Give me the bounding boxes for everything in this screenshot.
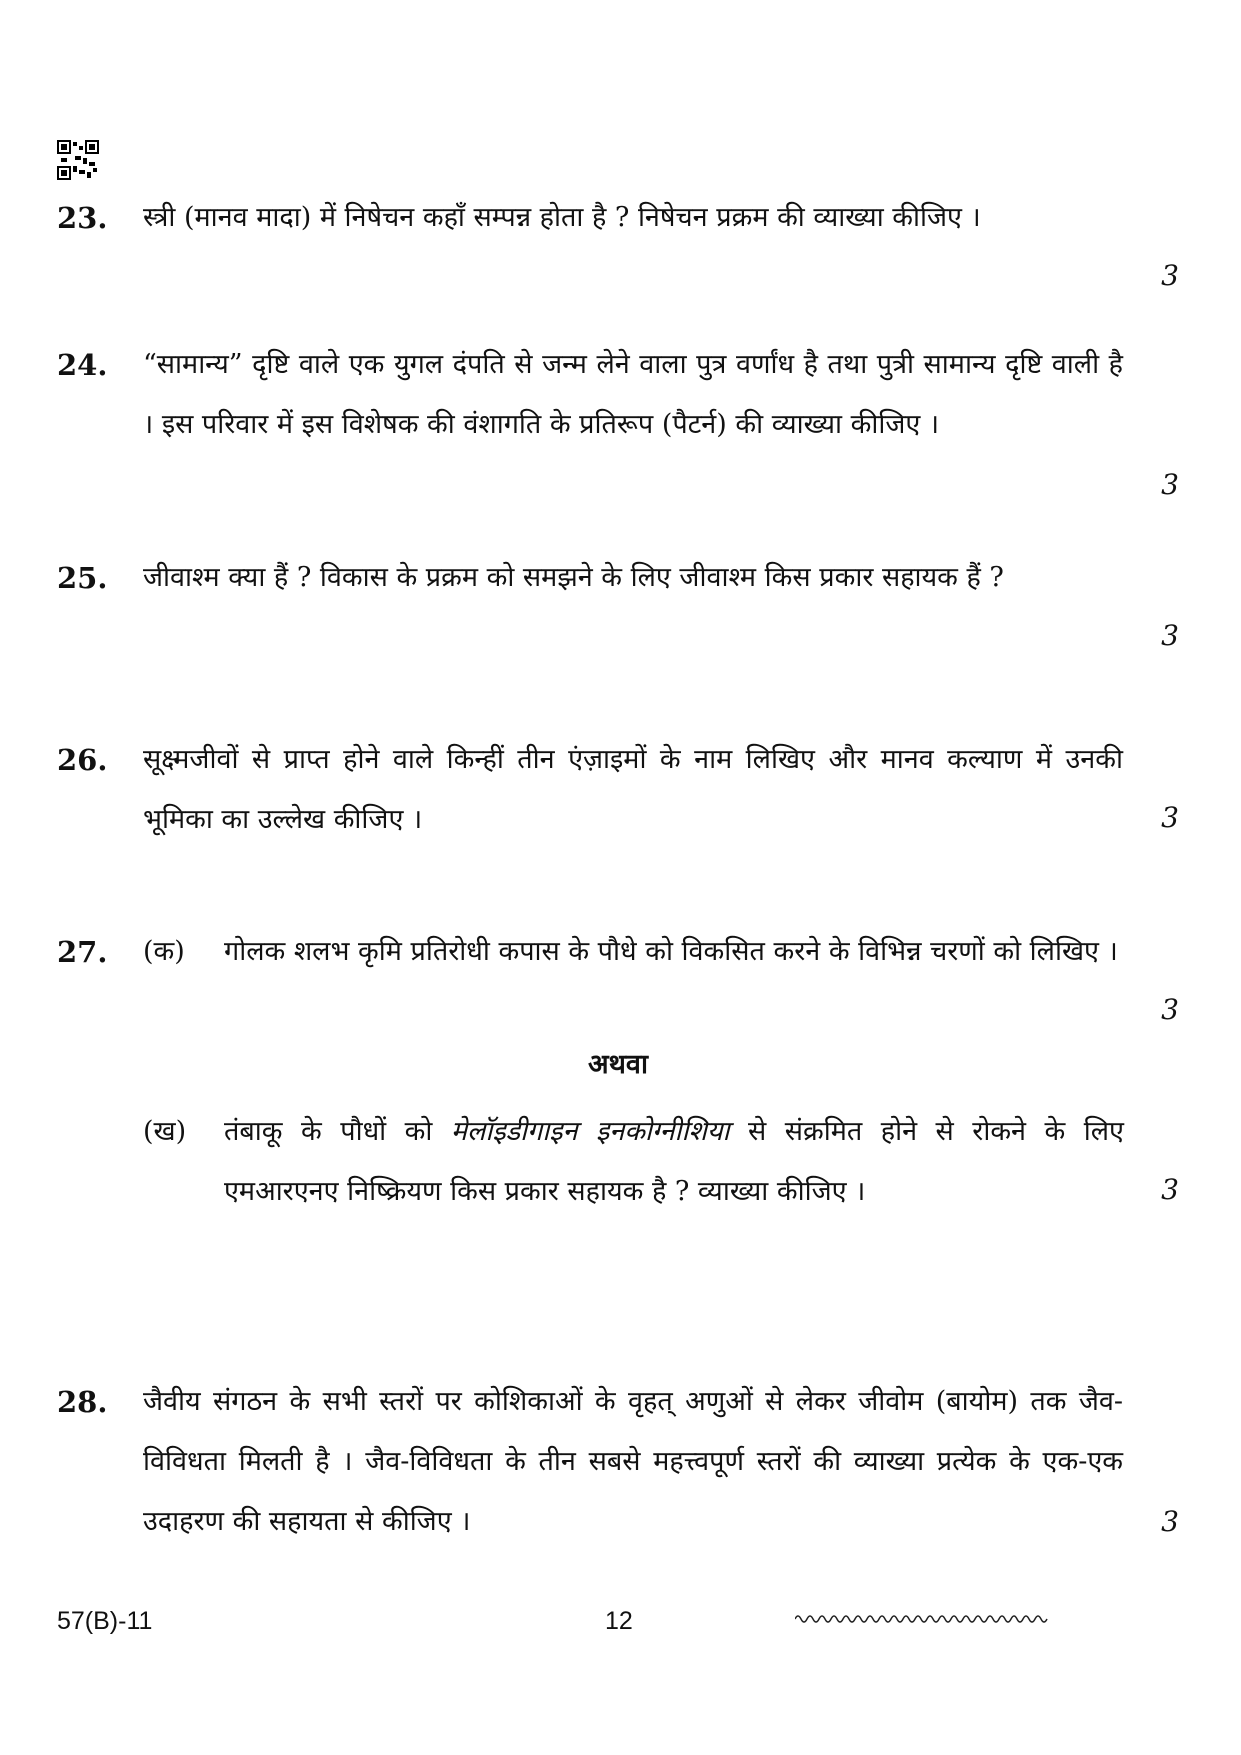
question-text: जैवीय संगठन के सभी स्तरों पर कोशिकाओं के वृहत् अणुओं से लेकर जीवोम (बायोम) तक जैव-विविधता मिलती है । जैव-विविधता के तीन सबसे महत्त्वपूर्ण स्तरों की व्याख्या प्रत्येक के एक-एक उदाहरण की सहायता से कीजिए । <box>143 1386 1123 1537</box>
marks: 3 <box>1161 468 1179 501</box>
marks: 3 <box>1161 993 1179 1026</box>
question-26 <box>57 730 1179 850</box>
question-text: सूक्ष्मजीवों से प्राप्त होने वाले किन्हीं तीन एंज़ाइमों के नाम लिखिए और मानव कल्याण में उनकी भूमिका का उल्लेख कीजिए । <box>143 744 1123 835</box>
marks: 3 <box>1161 619 1179 652</box>
question-text: “सामान्य” दृष्टि वाले एक युगल दंपति से जन्म लेने वाला पुत्र वर्णांध है तथा पुत्री सामान्य दृष्टि वाली है । इस परिवार में इस विशेषक की वंशागति के प्रतिरूप (पैटर्न) की व्याख्या कीजिए । <box>143 349 1123 440</box>
part-a-text: गोलक शलभ कृमि प्रतिरोधी कपास के पौधे को विकसित करने के विभिन्न चरणों को लिखिए । <box>224 936 1118 967</box>
question-number: 25. <box>57 561 108 595</box>
part-a-label: (क) <box>143 936 185 967</box>
or-separator: अथवा <box>588 1049 648 1080</box>
qr-code <box>57 140 99 180</box>
marks: 3 <box>1161 801 1179 834</box>
question-number: 26. <box>57 743 108 777</box>
part-b-text <box>224 1102 1124 1222</box>
marks: 3 <box>1161 1173 1179 1206</box>
question-text: जीवाश्म क्या हैं ? विकास के प्रक्रम को समझने के लिए जीवाश्म किस प्रकार सहायक हैं ? <box>143 562 1004 593</box>
paper-code: 57(B)-11 <box>57 1607 153 1635</box>
part-b-text-after: से संक्रमित होने से रोकने के लिए एमआरएनए निष्क्रियण किस प्रकार सहायक है ? व्याख्या कीजिए । <box>224 1116 1124 1207</box>
marks: 3 <box>1161 1505 1179 1538</box>
question-23 <box>57 188 1179 308</box>
part-b-label: (ख) <box>143 1116 187 1147</box>
question-number: 24. <box>57 348 108 382</box>
question-number: 28. <box>57 1385 108 1419</box>
question-text: स्त्री (मानव मादा) में निषेचन कहाँ सम्पन्न होता है ? निषेचन प्रक्रम की व्याख्या कीजिए । <box>143 202 981 233</box>
question-25 <box>57 548 1179 668</box>
question-28 <box>57 1372 1179 1552</box>
page-number: 12 <box>605 1607 633 1635</box>
question-24 <box>57 335 1179 515</box>
question-27 <box>57 922 1179 1282</box>
question-number: 23. <box>57 201 108 235</box>
wavy-line-decoration <box>795 1612 1050 1626</box>
question-number: 27. <box>57 935 108 969</box>
marks: 3 <box>1161 259 1179 292</box>
part-b-scientific-name: मेलॉइडीगाइन इनकोग्नीशिया <box>450 1116 730 1147</box>
part-b-text-before: तंबाकू के पौधों को <box>224 1116 451 1147</box>
